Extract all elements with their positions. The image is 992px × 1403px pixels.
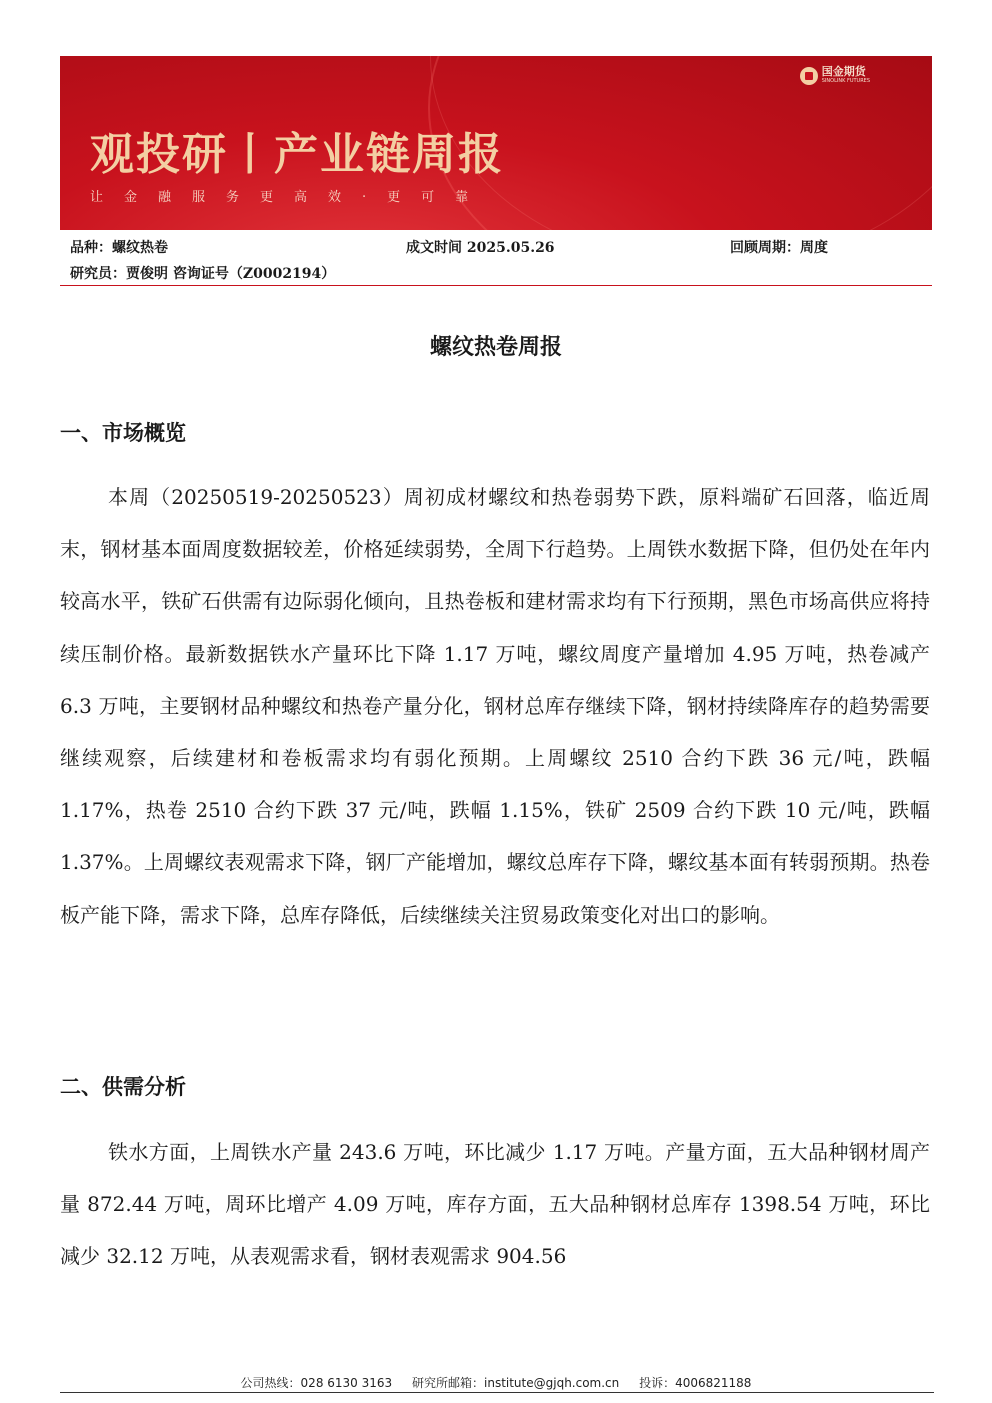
footer-hotline: 公司热线：028 6130 3163 [240,1376,393,1390]
variety-label: 品种：螺纹热卷 [70,240,168,256]
header-divider [60,285,932,286]
section-heading-market-overview: 一、市场概览 [60,420,186,445]
logo-icon [800,67,818,85]
section-body-supply-demand: 铁水方面，上周铁水产量 243.6 万吨，环比减少 1.17 万吨。产量方面，五大品种钢材周产量 872.44 万吨，周环比增产 4.09 万吨，库存方面，五大品种钢材总库存 1398.54 万吨，环比减少 32.12 万吨，从表观需求看，钢材表观需求 904.56 [60,1140,930,1269]
footer-complaint: 投诉：4006821188 [639,1376,752,1390]
document-title: 螺纹热卷周报 [429,334,562,360]
researcher-info: 研究员：贾俊明 咨询证号（Z0002194） [70,266,336,282]
banner-title: 观投研丨产业链周报 [90,129,504,180]
section-body-market-overview: 本周（20250519-20250523）周初成材螺纹和热卷弱势下跌，原料端矿石回落，临近周末，钢材基本面周度数据较差，价格延续弱势，全周下行趋势。上周铁水数据下降，但仍处在年内较高水平，铁矿石供需有边际弱化倾向，且热卷板和建材需求均有下行预期，黑色市场高供应将持续压制价格。最新数据铁水产量环比下降 1.17 万吨，螺纹周度产量增加 4.95 万吨，热卷减产 6.3 万吨，主要钢材品种螺纹和热卷产量分化，钢材总库存继续下降，钢材持续降库存的趋势需要继续观察，后续建材和卷板需求均有弱化预期。上周螺纹 2510 合约下跌 36 元/吨，跌幅 1.17%，热卷 2510 合约下跌 37 元/吨，跌幅 1.15%，铁矿 2509 合约下跌 10 元/吨，跌幅 1.37%。上周螺纹表观需求下降，钢厂产能增加，螺纹总库存下降，螺纹基本面有转弱预期。热卷板产能下降，需求下降，总库存降低，后续继续关注贸易政策变化对出口的影响。 [60,485,930,927]
footer-email: 研究所邮箱：institute@gjqh.com.cn [412,1376,620,1390]
section-heading-supply-demand: 二、供需分析 [60,1074,186,1099]
logo-name-cn: 国金期货 [821,65,866,78]
header-banner [60,56,932,230]
logo-name-en: SINOLINK FUTURES [821,78,870,84]
company-logo [800,66,870,85]
footer-divider [60,1392,934,1393]
review-period: 回顾周期：周度 [730,240,828,256]
page-footer [0,1374,992,1391]
banner-slogan: 让金融服务更高效·更可靠 [90,190,490,205]
written-date: 成文时间 2025.05.26 [406,240,555,256]
